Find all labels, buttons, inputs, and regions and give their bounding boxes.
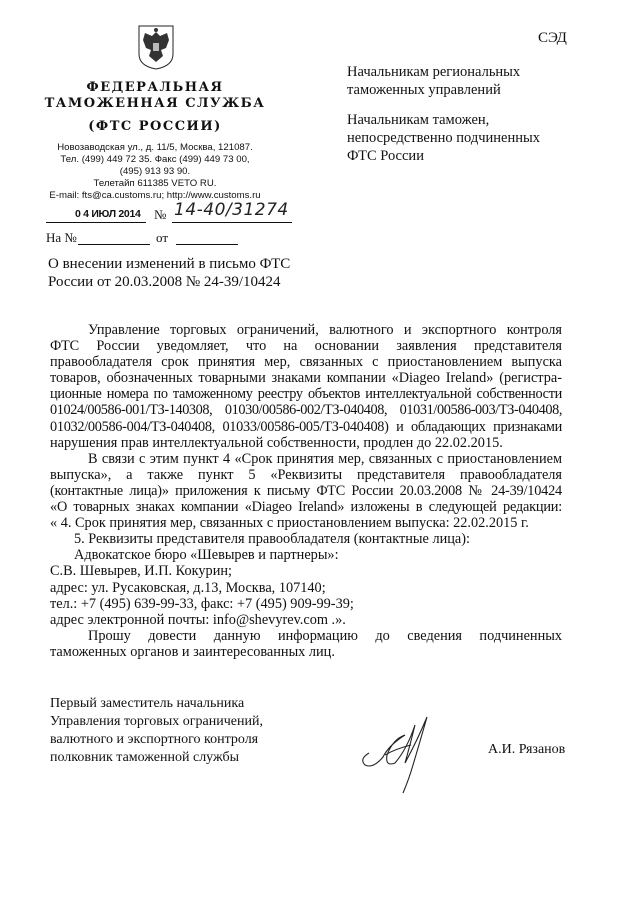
addressee-2-line3: ФТС России: [347, 148, 424, 164]
body-line: «О товарных знаках компании «Diageo Ireland» изложены в следующей редакции:: [50, 499, 562, 516]
handwritten-signature: [355, 705, 445, 800]
signatory-title-line1: Первый заместитель начальника: [50, 696, 245, 711]
sender-name-line1: ФЕДЕРАЛЬНАЯ: [86, 80, 224, 95]
reply-number-line: [78, 244, 150, 245]
signatory-title-line2: Управления торговых ограничений,: [50, 714, 263, 729]
signatory-title-line4: полковник таможенной службы: [50, 750, 240, 765]
body-line: Прошу довести данную информацию до сведения подчиненных: [88, 627, 562, 644]
body-line: товаров, обозначенных товарными знаками компании «Diageo Ireland» (регистра-: [50, 370, 562, 387]
body-line: таможенных органов и заинтересованных лиц.: [50, 643, 335, 660]
body-line: адрес: ул. Русаковская, д.13, Москва, 107140;: [50, 579, 326, 596]
registration-number: 14-40/31274: [174, 200, 289, 220]
sender-name-line2: ТАМОЖЕННАЯ СЛУЖБА: [44, 96, 266, 111]
body-line: 01024/00586-001/ТЗ-140308, 01030/00586-002/ТЗ-040408, 01031/00586-003/ТЗ-040408,: [50, 402, 562, 419]
body-line: выпуска», а также пункт 5 «Реквизиты представителя правообладателя: [50, 466, 562, 483]
body-line: « 4. Срок принятия мер, связанных с приостановлением выпуска: 22.02.2015 г.: [50, 515, 529, 532]
body-line: Адвокатское бюро «Шевырев и партнеры»:: [74, 547, 339, 564]
body-line: С.В. Шевырев, И.П. Кокурин;: [50, 563, 232, 580]
body-line: тел.: +7 (495) 639-99-33, факс: +7 (495) 909-99-39;: [50, 595, 354, 612]
body-line: 5. Реквизиты представителя правообладателя (контактные лица):: [74, 531, 470, 548]
body-line: 01032/00586-004/ТЗ-040408, 01033/00586-005/ТЗ-040408) и обладающих признаками: [50, 418, 562, 435]
reply-date-line: [176, 244, 238, 245]
addressee-1-line1: Начальникам региональных: [347, 64, 521, 80]
number-label: №: [154, 207, 167, 222]
sender-phone: Тел. (499) 449 72 35. Факс (499) 449 73 00,: [60, 154, 250, 165]
date-line: [46, 222, 146, 223]
sender-email: E-mail: fts@ca.customs.ru; http://www.customs.ru: [49, 190, 261, 201]
reply-number-label: На №: [46, 230, 77, 245]
subject-line2: России от 20.03.2008 № 24-39/10424: [48, 274, 281, 290]
body-line: (контактные лица)» приложения к письму ФТС России 20.03.2008 № 24-39/10424: [50, 482, 562, 499]
registration-date: 0 4 ИЮЛ 2014: [75, 208, 141, 220]
addressee-2-line1: Начальникам таможен,: [347, 112, 490, 128]
body-line: адрес электронной почты: info@shevyrev.com .».: [50, 611, 346, 628]
signatory-name: А.И. Рязанов: [488, 742, 566, 757]
sender-phone2: (495) 913 93 90.: [119, 166, 191, 177]
body-line: ФТС России уведомляет, что на основании заявления представителя: [50, 338, 562, 355]
coat-of-arms-icon: [137, 24, 175, 70]
body-line: Управление торговых ограничений, валютного и экспортного контроля: [88, 322, 562, 338]
body-line: нарушения прав интеллектуальной собственности, продлен до 22.02.2015.: [50, 434, 503, 451]
body-line: ционные номера по таможенному реестру объектов интеллектуальной собственности: [50, 386, 562, 403]
reply-from-label: от: [156, 230, 169, 245]
addressee-1-line2: таможенных управлений: [347, 82, 501, 98]
number-line: [172, 222, 292, 223]
signatory-title-line3: валютного и экспортного контроля: [50, 732, 259, 747]
sender-teletype: Телетайп 611385 VETO RU.: [93, 178, 217, 189]
letter-body: [50, 322, 562, 660]
body-line: правообладателя срок принятия мер, связанных с приостановлением выпуска: [50, 354, 562, 371]
addressee-2-line2: непосредственно подчиненных: [347, 130, 540, 146]
subject-line1: О внесении изменений в письмо ФТС: [48, 256, 291, 272]
document-mark: СЭД: [538, 30, 567, 46]
sender-abbrev: (ФТС РОССИИ): [88, 119, 222, 134]
sender-address: Новозаводская ул., д. 11/5, Москва, 121087.: [57, 142, 253, 153]
body-line: В связи с этим пункт 4 «Срок принятия мер, связанных с приостановлением: [88, 450, 562, 467]
